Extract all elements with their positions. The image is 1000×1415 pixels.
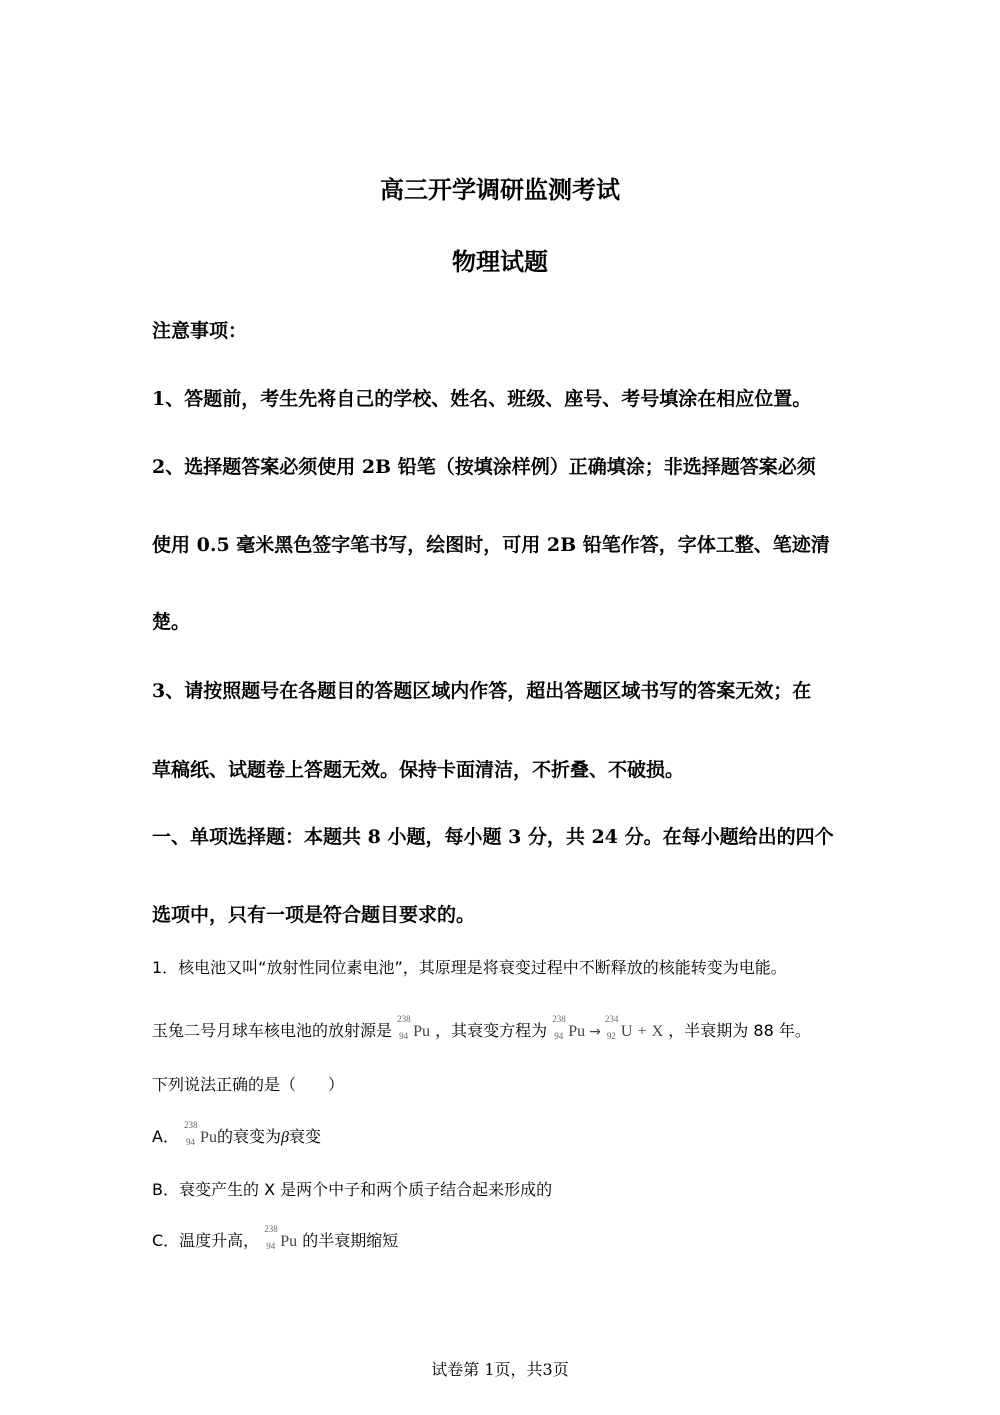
pu-mass-number: 238	[264, 1224, 278, 1234]
pu-symbol: Pu	[413, 1023, 431, 1040]
option-c-prefix: C．温度升高，	[152, 1231, 260, 1250]
pu-mass-number: 238	[552, 1014, 566, 1024]
pu-atomic-number: 94	[399, 1031, 409, 1041]
pu-238-nuclide	[184, 1120, 217, 1147]
u-atomic-number: 92	[606, 1031, 616, 1041]
notice-item-3-line-2: 草稿纸、试题卷上答题无效。保持卡面清洁，不折叠、不破损。	[152, 759, 685, 781]
exam-title: 高三开学调研监测考试	[380, 175, 620, 204]
pu-mass-number: 238	[397, 1014, 411, 1024]
option-c-suffix: 的半衰期缩短	[302, 1231, 399, 1250]
pu-symbol: Pu	[200, 1129, 217, 1146]
notice-item-2-line-1: 2、选择题答案必须使用 2B 铅笔（按填涂样例）正确填涂；非选择题答案必须	[152, 456, 816, 478]
option-a	[152, 1120, 321, 1147]
question-1-stem-line-3: 下列说法正确的是（ ）	[152, 1075, 345, 1094]
notice-item-1: 1、答题前，考生先将自己的学校、姓名、班级、座号、考号填涂在相应位置。	[152, 388, 812, 410]
u-symbol: U	[620, 1023, 633, 1040]
notice-item-2-line-2: 使用 0.5 毫米黑色签字笔书写，绘图时，可用 2B 铅笔作答，字体工整、笔迹清	[152, 534, 830, 556]
notice-item-3-line-1: 3、请按照题号在各题目的答题区域内作答，超出答题区域书写的答案无效；在	[152, 680, 812, 702]
pu-symbol: Pu	[280, 1233, 298, 1250]
stem-text-b: ，其衰变方程为	[435, 1021, 548, 1040]
stem-text-a: 玉兔二号月球车核电池的放射源是	[152, 1021, 393, 1040]
pu-mass-number: 238	[184, 1120, 198, 1130]
pu-238-nuclide-equation	[552, 1014, 586, 1041]
decay-arrow: →	[589, 1024, 601, 1040]
option-b: B．衰变产生的 X 是两个中子和两个质子结合起来形成的	[152, 1180, 553, 1199]
question-1-stem-line-2	[152, 1014, 811, 1041]
pu-atomic-number: 94	[554, 1031, 564, 1041]
pu-238-nuclide	[264, 1224, 298, 1251]
product-x: X	[651, 1023, 664, 1040]
pu-atomic-number: 94	[186, 1137, 196, 1147]
section-1-heading-line-1: 一、单项选择题：本题共 8 小题，每小题 3 分，共 24 分。在每小题给出的四个	[152, 826, 834, 848]
option-a-end: 衰变	[288, 1127, 321, 1146]
subject-title: 物理试题	[452, 247, 548, 276]
plus-sign: +	[637, 1023, 647, 1040]
stem-text-c: ，半衰期为 88 年。	[668, 1021, 811, 1040]
u-234-nuclide	[604, 1014, 633, 1041]
option-a-suffix: 的衰变为	[216, 1127, 281, 1146]
section-1-heading-line-2: 选项中，只有一项是符合题目要求的。	[152, 904, 476, 926]
beta-symbol: β	[280, 1129, 289, 1146]
notice-heading: 注意事项：	[152, 320, 248, 342]
page-footer: 试卷第 1页，共3页	[431, 1360, 569, 1379]
pu-symbol: Pu	[568, 1023, 586, 1040]
option-c	[152, 1224, 399, 1251]
pu-238-nuclide	[397, 1014, 431, 1041]
notice-item-2-line-3: 楚。	[152, 611, 191, 633]
u-mass-number: 234	[604, 1014, 619, 1024]
option-a-prefix: A．	[152, 1127, 179, 1146]
pu-atomic-number: 94	[266, 1241, 276, 1251]
question-1-stem-line-1: 1．核电池又叫“放射性同位素电池”，其原理是将衰变过程中不断释放的核能转变为电能。	[152, 958, 787, 977]
